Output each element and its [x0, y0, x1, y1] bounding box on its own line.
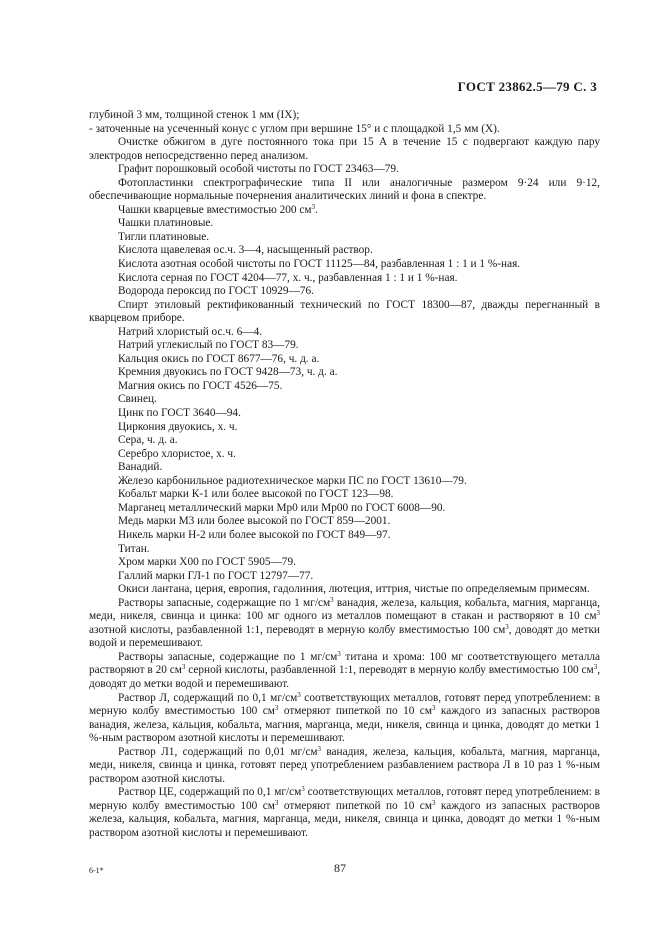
- paragraph-p33: Окиси лантана, церия, европия, гадолиния, лютеция, иттрия, чистые по определяемым примесям.: [118, 583, 590, 596]
- text-run: .: [315, 203, 318, 216]
- text-run: серной кислоты, разбавленной 1:1, переводят в мерную колбу вместимостью 100 см: [185, 664, 594, 677]
- paragraph-p9: Кислота щавелевая ос.ч. 3—4, насыщенный раствор.: [118, 244, 373, 257]
- paragraph-p30: Титан.: [118, 542, 150, 555]
- paragraph-p21: Циркония двуокись, х. ч.: [118, 420, 238, 433]
- text-run: Чашки кварцевые вместимостью 200 см: [118, 203, 312, 216]
- paragraph-p22: Сера, ч. д. а.: [118, 434, 178, 447]
- text-run: соответствующих металлов, готовят перед употреблением: в мерную колбу вместимостью 100 см: [89, 691, 600, 718]
- paragraph-p3: Очистке обжигом в дуге постоянного тока при 15 А в течение 15 с подвергают каждую пару электродов непосредственно перед анализом.: [89, 136, 600, 162]
- text-run: соответствующих металлов, готовят перед употреблением: в мерную колбу вместимостью 100 см: [89, 786, 600, 812]
- paragraph-p4: Графит порошковый особой чистоты по ГОСТ 23463—79.: [118, 163, 399, 176]
- superscript: 3: [311, 202, 316, 211]
- text-run: , доводят до метки водой и перемешивают.: [89, 623, 600, 650]
- superscript: 3: [505, 622, 509, 631]
- paragraph-p6: [89, 204, 600, 218]
- superscript: 3: [274, 704, 279, 713]
- superscript: 3: [274, 798, 279, 807]
- paragraph-p24: Ванадий.: [118, 461, 163, 474]
- text-run: Растворы запасные, содержащие по 1 мг/см: [118, 596, 331, 609]
- text-run: титана и хрома: 100 мг соответствующего металла растворяют в 20 см: [89, 650, 600, 677]
- superscript: 3: [181, 663, 186, 672]
- paragraph-p26: Кобальт марки К-1 или более высокой по ГОСТ 123—98.: [118, 488, 394, 501]
- document-body: [89, 109, 600, 841]
- sheet-code: 6-1*: [89, 866, 104, 875]
- paragraph-p27: Марганец металлический марки Мр0 или Мр00 по ГОСТ 6008—90.: [118, 501, 446, 514]
- paragraph-p19: Свинец.: [118, 393, 157, 406]
- superscript: 3: [431, 798, 436, 807]
- text-run: Раствор Л1, содержащий по 0,01 мг/см: [118, 745, 318, 758]
- paragraph-p10: Кислота азотная особой чистоты по ГОСТ 11125—84, разбавленная 1 : 1 и 1 %-ная.: [118, 258, 521, 271]
- paragraph-p1: глубиной 3 мм, толщиной стенок 1 мм (IX);: [89, 109, 300, 121]
- page-header: ГОСТ 23862.5—79 С. 3: [457, 79, 597, 94]
- paragraph-p35: [89, 651, 600, 692]
- text-run: отмеряют пипеткой по 10 см: [278, 799, 432, 812]
- paragraph-p29: Никель марки Н-2 или более высокой по ГОСТ 849—97.: [118, 528, 391, 541]
- superscript: 3: [297, 690, 301, 699]
- superscript: 3: [337, 649, 341, 658]
- paragraph-p18: Магния окись по ГОСТ 4526—75.: [118, 379, 283, 392]
- paragraph-p14: Натрий хлористый ос.ч. 6—4.: [118, 325, 263, 338]
- paragraph-p31: Хром марки Х00 по ГОСТ 5905—79.: [118, 556, 296, 569]
- text-run: Раствор ЦЕ, содержащий по 0,1 мг/см: [118, 786, 302, 799]
- paragraph-p25: Железо карбонильное радиотехническое марки ПС по ГОСТ 13610—79.: [118, 474, 467, 487]
- text-run: Растворы запасные, содержащие по 1 мг/см: [118, 650, 338, 663]
- text-run: азотной кислоты, разбавленной 1:1, переводят в мерную колбу вместимостью 100 см: [89, 623, 506, 636]
- paragraph-p38: [89, 786, 600, 840]
- paragraph-p16: Кальция окись по ГОСТ 8677—76, ч. д. а.: [118, 352, 320, 365]
- text-run: , доводят до метки водой и перемешивают.: [89, 664, 601, 690]
- paragraph-p12: Водорода пероксид по ГОСТ 10929—76.: [118, 285, 314, 298]
- superscript: 3: [301, 785, 305, 794]
- paragraph-p23: Серебро хлористое, х. ч.: [118, 447, 236, 460]
- paragraph-p28: Медь марки М3 или более высокой по ГОСТ 859—2001.: [118, 515, 391, 528]
- paragraph-p2: - заточенные на усеченный конус с углом при вершине 15° и с площадкой 1,5 мм (X).: [89, 122, 500, 135]
- paragraph-p8: Тигли платиновые.: [118, 230, 210, 243]
- text-run: отмеряют пипеткой по 10 см: [278, 705, 432, 718]
- text-run: каждого из запасных растворов ванадия, железа, кальция, кобальта, магния, марганца, меди, никеля, свинца и цинка, доводят до метки 1 %-ным раствором азотной кислоты и перемешивают.: [89, 705, 600, 745]
- paragraph-p11: Кислота серная по ГОСТ 4204—77, х. ч., разбавленная 1 : 1 и 1 %-ная.: [118, 271, 458, 284]
- paragraph-p37: [89, 746, 600, 787]
- paragraph-p15: Натрий углекислый по ГОСТ 83—79.: [118, 339, 299, 352]
- superscript: 3: [431, 704, 436, 713]
- paragraph-p5: Фотопластинки спектрографические типа II или аналогичные размером 9·24 или 9·12, обеспечивающие нормальные почернения аналитических линий и фона в спектре.: [89, 176, 600, 203]
- paragraph-p32: Галлий марки ГЛ-1 по ГОСТ 12797—77.: [118, 569, 314, 582]
- paragraph-p7: Чашки платиновые.: [118, 217, 214, 230]
- text-run: ванадия, железа, кальция, кобальта, магния, марганца, меди, никеля, свинца и цинка, готовят перед употреблением разбавлением раствора Л в 10 раз 1 %-ным раствором азотной кислоты.: [89, 745, 600, 785]
- text-run: каждого из запасных растворов железа, кальция, кобальта, магния, марганца, меди, никеля, свинца и цинка, доводят до метки 1 %-ным раствором азотной кислоты и перемешивают.: [89, 799, 600, 839]
- text-run: ванадия, железа, кальция, кобальта, магния, марганца, меди, никеля, свинца и цинка: 100 мг одного из металлов помещают в стакан и растворяют в 10 см: [89, 596, 601, 623]
- superscript: 3: [317, 744, 321, 753]
- paragraph-p34: [89, 597, 600, 651]
- paragraph-p13: Спирт этиловый ректификованный технический по ГОСТ 18300—87, дважды перегнанный в кварцевом приборе.: [89, 298, 600, 325]
- paragraph-p36: [89, 692, 600, 746]
- paragraph-p17: Кремния двуокись по ГОСТ 9428—73, ч. д. а.: [118, 366, 338, 379]
- text-run: Раствор Л, содержащий по 0,1 мг/см: [118, 691, 298, 704]
- superscript: 3: [593, 663, 598, 672]
- page-number: 87: [334, 861, 346, 875]
- superscript: 3: [596, 609, 600, 618]
- paragraph-p20: Цинк по ГОСТ 3640—94.: [118, 407, 241, 420]
- superscript: 3: [330, 595, 334, 604]
